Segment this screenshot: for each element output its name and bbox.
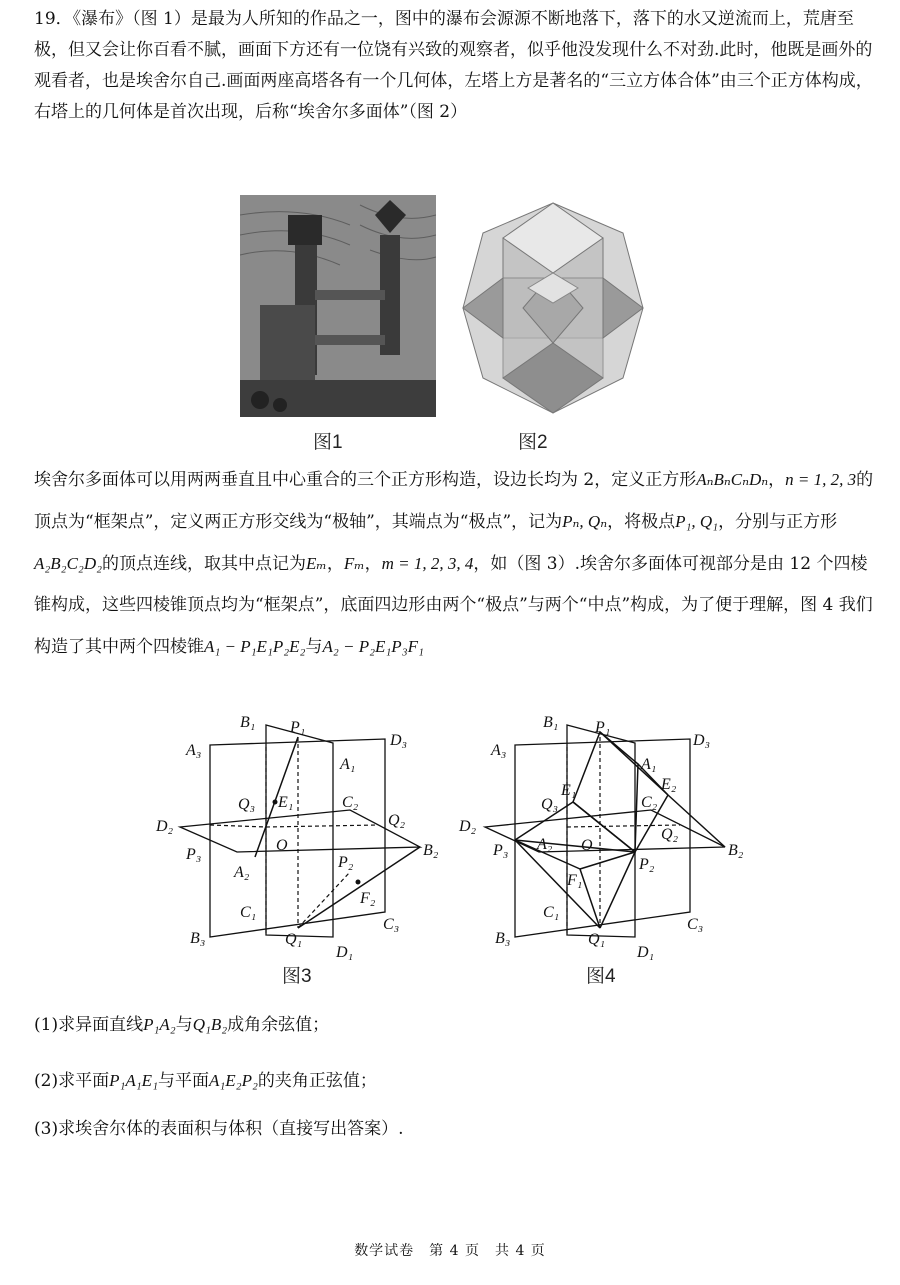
text-run: 与平面 [157, 1071, 209, 1091]
m-values: m = 1, 2, 3, 4 [381, 554, 474, 573]
text-run: ， [364, 554, 382, 574]
label-O: O [276, 837, 288, 854]
figure-2-caption: 图2 [518, 432, 548, 453]
label-C3: C₃ [687, 916, 704, 933]
text-run: 埃舍尔多面体可以用两两垂直且中心重合的三个正方形构造，设边长均为 2，定义正方形 [34, 470, 697, 490]
text-run: 成角余弦值； [227, 1015, 330, 1035]
label-D3: D₃ [693, 732, 711, 749]
text-run: ， [326, 554, 344, 574]
label-P2: P₂ [639, 856, 655, 873]
question-1 [34, 1010, 329, 1035]
label-E1: E₁ [278, 794, 294, 811]
label-D2: D₂ [459, 818, 477, 835]
waterfall-painting-figure [240, 195, 436, 417]
text-run: ，分别与正方形 [718, 512, 838, 532]
label-E1: E₁ [561, 782, 577, 799]
text-run: (1)求异面直线 [34, 1015, 144, 1035]
label-P1: P₁ [290, 719, 306, 736]
line-p1a2: P₁A₂ [143, 1015, 176, 1034]
pyramid-2: A₂ − P₂E₁P₃F₁ [322, 637, 424, 656]
plane-p1a1e1: P₁A₁E₁ [109, 1071, 158, 1090]
label-A1: A₁ [641, 756, 657, 773]
label-Q2: Q₂ [388, 812, 406, 829]
text-run: ，如（图 3）.埃舍尔多面体可视部分是由 12 个四棱锥构成，这些四棱锥顶点均为“框架点”，底面四边形由两个“极点”与两个“中点”构成，为了便于理解，图 4 我们构造了其中两个四棱锥 [34, 554, 873, 657]
label-D1: D₁ [637, 944, 655, 961]
label-B2: B₂ [728, 842, 744, 859]
label-A1: A₁ [340, 756, 356, 773]
label-Q2: Q₂ [661, 826, 679, 843]
text-run: 与 [175, 1015, 193, 1035]
figure-3-caption: 图3 [282, 966, 312, 987]
page-footer: 数学试卷 第 4 页 共 4 页 [354, 1243, 546, 1259]
label-Q3: Q₃ [541, 796, 559, 813]
pyramid-1: A₁ − P₁E₁P₂E₂ [204, 637, 306, 656]
text-run: (2)求平面 [34, 1071, 110, 1091]
label-A2: A₂ [537, 836, 553, 853]
pole-points: Pₙ, Qₙ [562, 512, 608, 531]
label-C2: C₂ [342, 794, 359, 811]
construction-description [34, 459, 874, 668]
figure-1-caption: 图1 [313, 432, 343, 453]
label-F2: F₂ [360, 890, 376, 907]
line-q1b2: Q₁B₂ [192, 1015, 228, 1034]
label-Q1: Q₁ [285, 931, 303, 948]
label-P3: P₃ [493, 842, 509, 859]
text-run: 的夹角正弦值； [257, 1071, 377, 1091]
figure-3-diagram [150, 707, 450, 982]
label-D2: D₂ [156, 818, 174, 835]
label-Q1: Q₁ [588, 931, 606, 948]
problem-intro: 19．《瀑布》（图 1）是最为人所知的作品之一，图中的瀑布会源源不断地落下，落下的水又逆流而上，荒唐至极，但又会让你百看不腻，画面下方还有一位饶有兴致的观察者，似乎他没发现什么不对劲.此时，他既是画外的观看者，也是埃舍尔自己.画面两座高塔各有一个几何体，左塔上方是著名的“三立方体合体”由三个正方体构成，右塔上的几何体是首次出现，后称“埃舍尔多面体”（图 2） [34, 9, 873, 122]
plane-a1e2p2: A₁E₂P₂ [208, 1071, 258, 1090]
text-run: ，将极点 [607, 512, 676, 532]
figure-4-caption: 图4 [586, 966, 616, 987]
label-A3: A₃ [491, 742, 507, 759]
escher-solid-figure [458, 198, 648, 418]
label-A2: A₂ [234, 864, 250, 881]
label-A3: A₃ [186, 742, 202, 759]
label-E2: E₂ [661, 776, 677, 793]
label-B3: B₃ [190, 930, 206, 947]
n-values: n = 1, 2, 3 [785, 470, 857, 489]
text-run: 的顶点连线，取其中点记为 [102, 554, 307, 574]
label-P1: P₁ [595, 719, 611, 736]
text-run: 的顶点为“框架点”，定义两正方形交线为“极轴”，其端点为“极点”，记为 [34, 470, 874, 532]
label-B1: B₁ [240, 714, 256, 731]
question-2 [34, 1066, 377, 1091]
label-B2: B₂ [423, 842, 439, 859]
text-run: ， [768, 470, 786, 490]
label-P2: P₂ [338, 854, 354, 871]
label-F1: F₁ [567, 872, 583, 889]
label-B1: B₁ [543, 714, 559, 731]
question-3: (3)求埃舍尔体的表面积与体积（直接写出答案）. [34, 1119, 404, 1139]
label-Q3: Q₃ [238, 796, 256, 813]
pole-p1-q1: P₁, Q₁ [675, 512, 719, 531]
label-C3: C₃ [383, 916, 400, 933]
figure-4-diagram [455, 707, 755, 982]
midpoint-e: Eₘ [306, 554, 327, 573]
label-D1: D₁ [336, 944, 354, 961]
label-P3: P₃ [186, 846, 202, 863]
midpoint-f: Fₘ [343, 554, 365, 573]
label-B3: B₃ [495, 930, 511, 947]
square-n: AₙBₙCₙDₙ [696, 470, 769, 489]
label-O: O [581, 837, 593, 854]
label-D3: D₃ [390, 732, 408, 749]
square-2: A₂B₂C₂D₂ [34, 554, 103, 573]
label-C1: C₁ [543, 904, 560, 921]
label-C2: C₂ [641, 794, 658, 811]
label-C1: C₁ [240, 904, 257, 921]
text-run: 与 [305, 637, 323, 657]
